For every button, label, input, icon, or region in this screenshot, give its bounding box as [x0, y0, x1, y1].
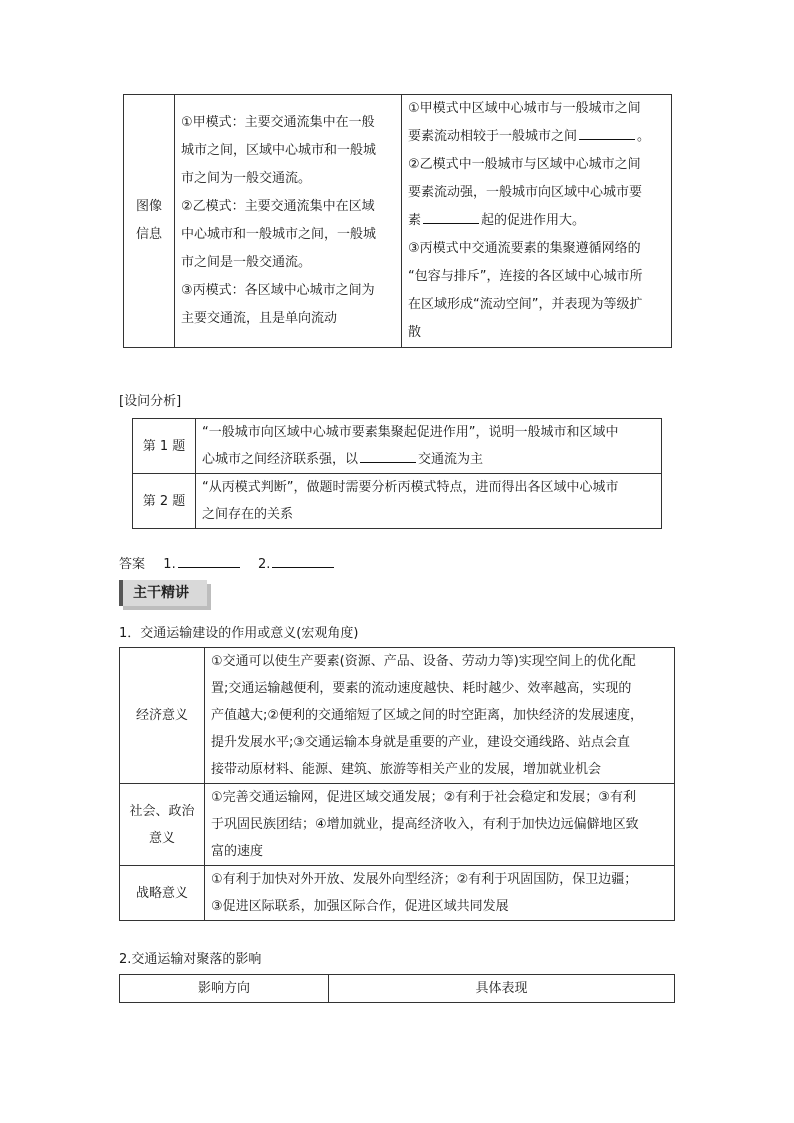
text-line: ②乙模式：主要交通流集中在区域 — [181, 199, 375, 214]
strategic-content — [205, 866, 675, 921]
answer-label: 答案 — [119, 557, 146, 572]
text-line: 市之间为一般交通流。 — [181, 171, 312, 186]
text-line: “从丙模式判断”，做题时需要分析丙模式特点，进而得出各区域中心城市 — [202, 480, 619, 495]
image-info-left-cell — [175, 95, 402, 348]
answer-blank-2[interactable] — [272, 553, 334, 568]
analysis-heading: [设问分析] — [119, 394, 182, 409]
image-info-right-cell — [402, 95, 672, 348]
text-line: ①交通可以使生产要素(资源、产品、设备、劳动力等)实现空间上的优化配 — [211, 654, 636, 669]
text-line: ①有利于加快对外开放、发展外向型经济；②有利于巩固国防，保卫边疆； — [211, 872, 638, 887]
q2-label: 第 2 题 — [133, 474, 196, 529]
answer-blank[interactable] — [360, 448, 416, 463]
text-segment: 心城市之间经济联系强，以 — [202, 452, 359, 467]
text-line: 市之间是一般交通流。 — [181, 255, 312, 270]
text-line: 中心城市和一般城市之间，一般城 — [181, 227, 377, 242]
text-line: 提升发展水平;③交通运输本身就是重要的产业，建设交通线路、站点会直 — [211, 735, 631, 750]
answer-number-1: 1. — [163, 557, 176, 572]
answer-number-2: 2. — [257, 557, 271, 572]
text-line: “一般城市向区域中心城市要素集聚起促进作用”，说明一般城市和区域中 — [202, 425, 619, 440]
text-line: 主要交通流，且是单向流动 — [181, 311, 338, 326]
text-line: 在区域形成“流动空间”，并表现为等级扩 — [408, 297, 643, 312]
text-line: 产值越大;②便利的交通缩短了区域之间的时空距离，加快经济的发展速度， — [211, 708, 644, 723]
text-line: ①甲模式：主要交通流集中在一般 — [181, 115, 375, 130]
text-segment: 。 — [637, 129, 651, 144]
text-line: 社会、政治 — [129, 803, 195, 819]
social-political-label — [120, 784, 205, 866]
text-line: 城市之间，区域中心城市和一般城 — [181, 143, 377, 158]
text-line: “包容与排斥”，连接的各区域中心城市所 — [408, 269, 643, 284]
answer-blank[interactable] — [423, 209, 479, 224]
q2-content — [196, 474, 662, 529]
image-info-label: 图像信息 — [135, 199, 162, 242]
q1-content — [196, 419, 662, 474]
text-line: ②乙模式中一般城市与区域中心城市之间 — [408, 157, 641, 172]
answer-blank[interactable] — [579, 125, 635, 140]
text-line: ③丙模式：各区域中心城市之间为 — [181, 283, 375, 298]
text-line: 置;交通运输越便利，要素的流动速度越快、耗时越少、效率越高，实现的 — [211, 681, 632, 696]
text-segment: 要素流动相较于一般城市之间 — [408, 129, 578, 144]
social-political-content — [205, 784, 675, 866]
answer-blank-1[interactable] — [178, 553, 240, 568]
settlement-influence-table — [119, 974, 675, 1003]
image-info-table — [123, 94, 672, 348]
text-segment: 素 — [408, 213, 422, 228]
text-line: 意义 — [148, 830, 175, 846]
text-line: ③丙模式中交通流要素的集聚遵循网络的 — [408, 241, 641, 256]
text-line: ①甲模式中区域中心城市与一般城市之间 — [408, 101, 641, 116]
answer-line — [119, 553, 336, 572]
text-segment: 交通流为主 — [418, 452, 484, 467]
economic-content — [205, 648, 675, 784]
strategic-label: 战略意义 — [120, 866, 205, 921]
economic-label: 经济意义 — [120, 648, 205, 784]
text-segment: 起的促进作用大。 — [481, 213, 586, 228]
item1-title: 1．交通运输建设的作用或意义(宏观角度) — [119, 626, 359, 641]
text-line — [408, 207, 665, 235]
image-info-label-cell — [124, 95, 175, 348]
text-line: 要素流动强，一般城市向区域中心城市要 — [408, 185, 643, 200]
text-line: 之间存在的关系 — [202, 507, 294, 522]
section-heading: 主干精讲 — [119, 580, 207, 606]
item2-title: 2.交通运输对聚落的影响 — [119, 952, 262, 967]
text-line: 接带动原材料、能源、建筑、旅游等相关产业的发展，增加就业机会 — [211, 762, 602, 777]
significance-table — [119, 647, 675, 921]
col-specific-performance: 具体表现 — [329, 975, 675, 1003]
analysis-table — [132, 418, 662, 529]
text-line: 富的速度 — [211, 844, 264, 859]
q1-label: 第 1 题 — [133, 419, 196, 474]
text-line: ①完善交通运输网，促进区域交通发展；②有利于社会稳定和发展；③有利 — [211, 790, 636, 805]
text-line: 散 — [408, 325, 422, 340]
text-line: 于巩固民族团结；④增加就业，提高经济收入，有利于加快边远偏僻地区致 — [211, 817, 639, 832]
text-line: ③促进区际联系，加强区际合作，促进区域共同发展 — [211, 899, 509, 914]
col-influence-direction: 影响方向 — [120, 975, 329, 1003]
text-line — [202, 446, 655, 473]
text-line — [408, 123, 665, 151]
